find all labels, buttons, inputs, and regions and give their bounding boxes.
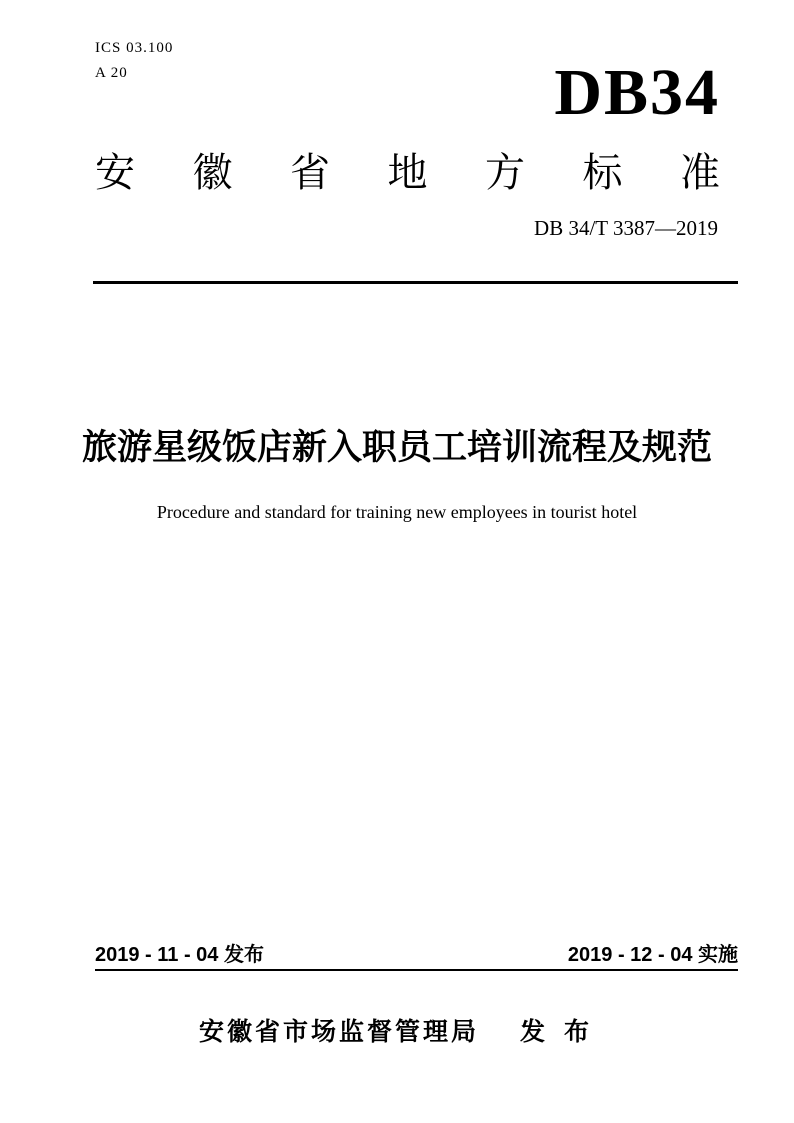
issue-date: 2019 - 11 - 04 发布	[95, 944, 264, 966]
dates-row	[95, 943, 738, 967]
footer-divider	[95, 969, 738, 971]
standard-type-title: 安 徽 省 地 方 标 准	[95, 151, 720, 195]
publisher-name: 安徽省市场监督管理局	[199, 1018, 480, 1046]
publish-label: 发 布	[520, 1018, 595, 1046]
header-divider	[93, 281, 738, 284]
publisher-row	[0, 1017, 794, 1047]
standard-number: DB 34/T 3387—2019	[534, 216, 718, 240]
ics-block	[95, 36, 173, 86]
document-title-zh: 旅游星级饭店新入职员工培训流程及规范	[81, 428, 712, 467]
implement-date: 2019 - 12 - 04 实施	[567, 944, 738, 966]
ics-code: ICS 03.100	[95, 40, 174, 56]
classification-code: A 20	[95, 65, 128, 81]
document-title-en: Procedure and standard for training new employees in tourist hotel	[156, 502, 638, 522]
db34-logo: DB34	[554, 56, 720, 129]
